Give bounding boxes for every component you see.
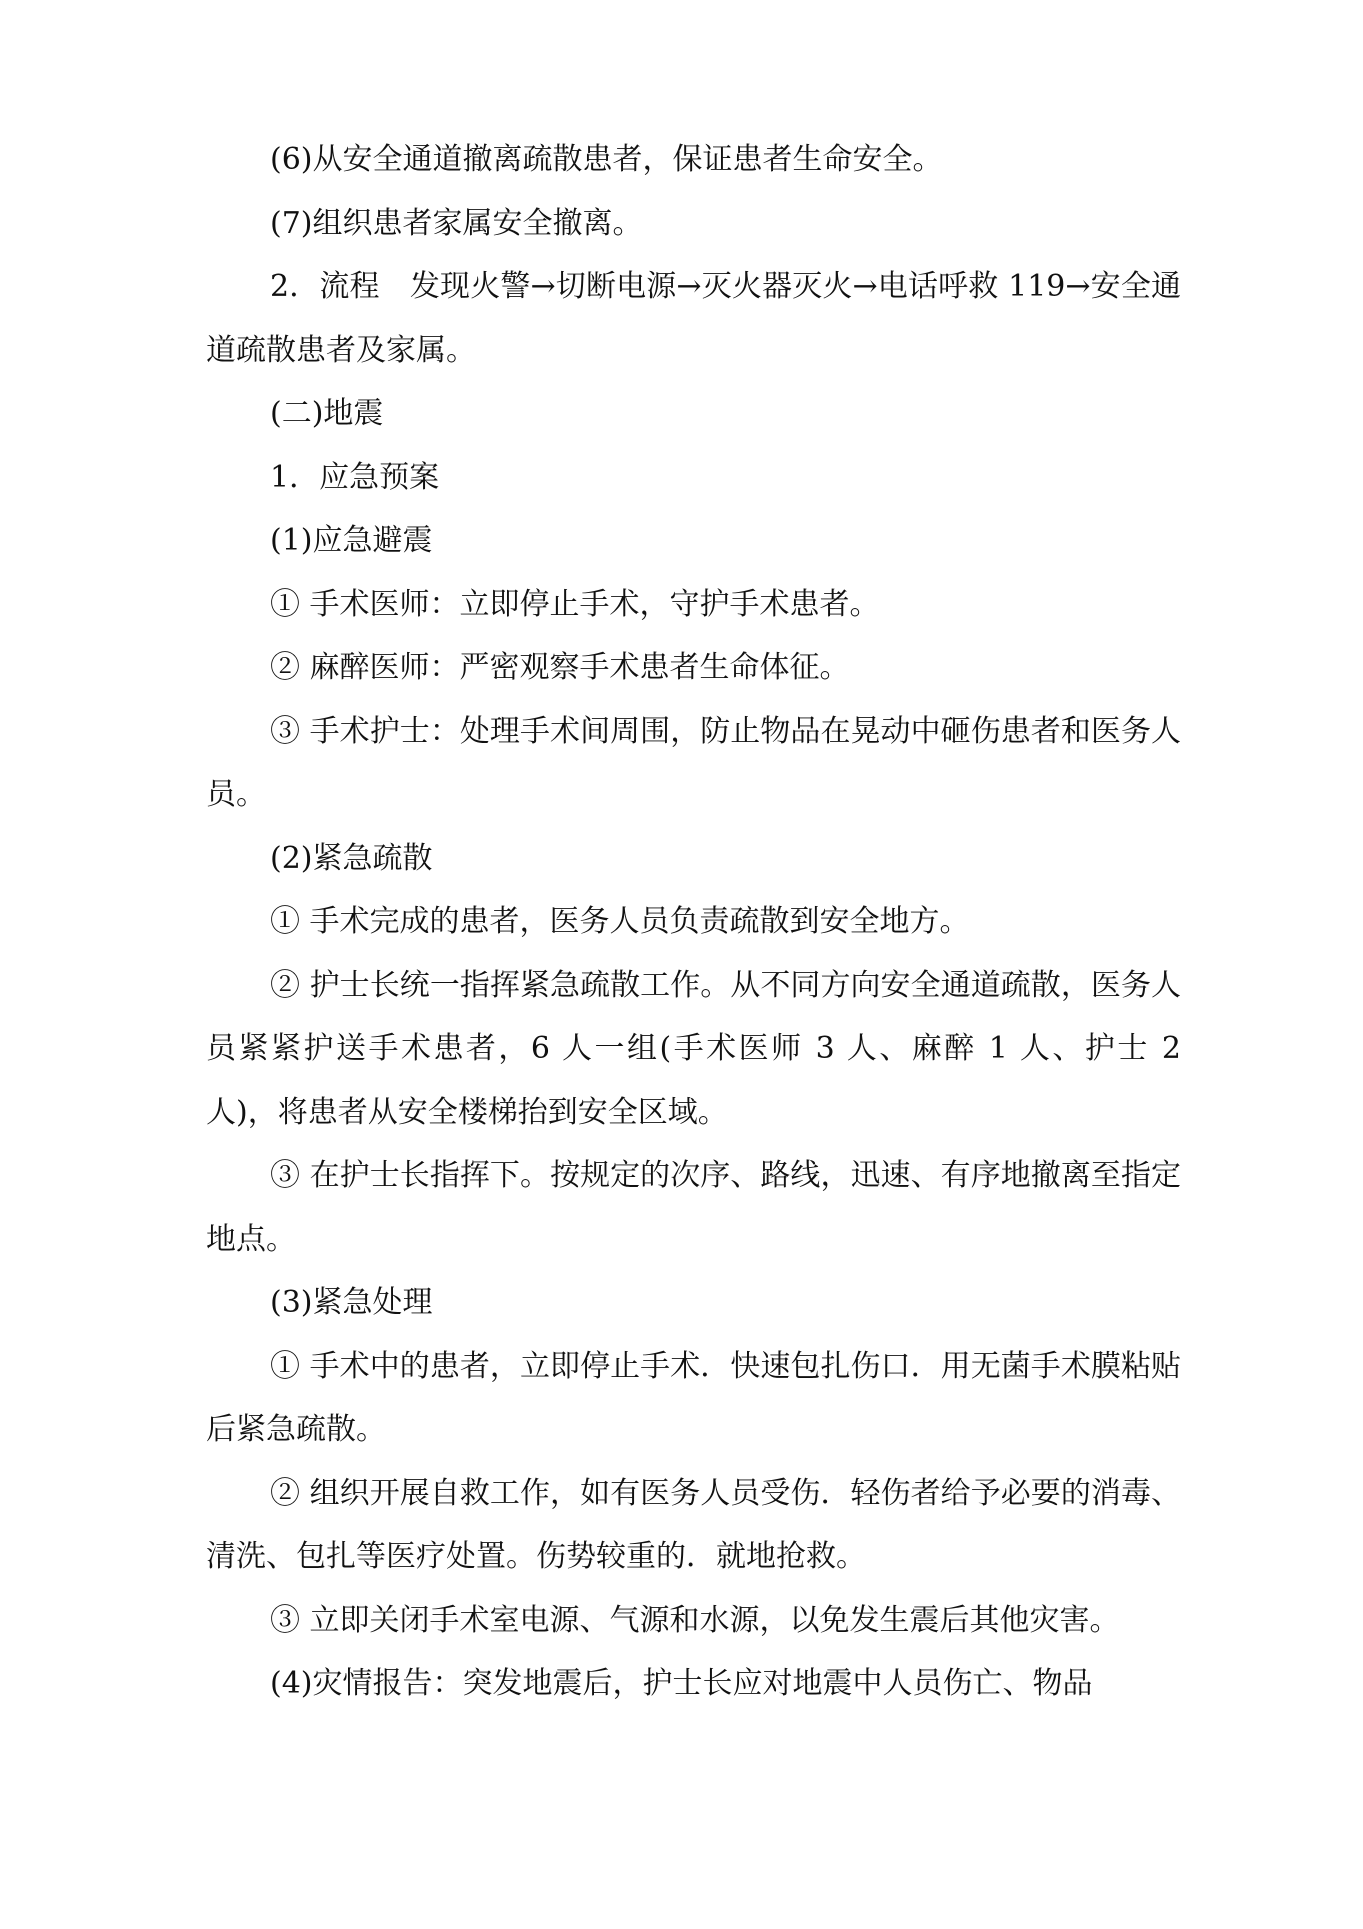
paragraph-self-rescue: ② 组织开展自救工作，如有医务人员受伤．轻伤者给予必要的消毒、清洗、包扎等医疗处置。伤势较重的．就地抢救。 [206,1475,1181,1574]
paragraph-anesthetist-duty: ② 麻醉医师：严密观察手术患者生命体征。 [270,650,850,685]
paragraph-fire-procedure: 2．流程 发现火警→切断电源→灭火器灭火→电话呼救 119→安全通道疏散患者及家属。 [206,269,1181,368]
paragraph-surgeon-duty: ① 手术医师：立即停止手术，守护手术患者。 [270,586,880,622]
paragraph-stop-surgery: ① 手术中的患者，立即停止手术．快速包扎伤口．用无菌手术膜粘贴后紧急疏散。 [206,1348,1181,1447]
paragraph-nurse-duty: ③ 手术护士：处理手术间周围，防止物品在晃动中砸伤患者和医务人员。 [206,713,1181,812]
document-body [206,128,1181,1716]
subheading-emergency-handling: (3)紧急处理 [270,1285,433,1320]
section-heading-earthquake: (二)地震 [270,396,384,431]
paragraph-evacuate-families: (7)组织患者家属安全撤离。 [270,205,643,241]
paragraph-completed-patients: ① 手术完成的患者，医务人员负责疏散到安全地方。 [270,904,970,939]
subheading-emergency-shelter: (1)应急避震 [270,523,433,558]
paragraph-shut-utilities: ③ 立即关闭手术室电源、气源和水源，以免发生震后其他灾害。 [270,1602,1120,1638]
paragraph-evacuate-patients: (6)从安全通道撤离疏散患者，保证患者生命安全。 [270,142,943,177]
subheading-emergency-plan: 1．应急预案 [270,459,440,495]
paragraph-orderly-withdrawal: ③ 在护士长指挥下。按规定的次序、路线，迅速、有序地撤离至指定地点。 [206,1158,1181,1257]
paragraph-disaster-report: (4)灾情报告：突发地震后，护士长应对地震中人员伤亡、物品 [270,1666,1093,1701]
paragraph-head-nurse-command: ② 护士长统一指挥紧急疏散工作。从不同方向安全通道疏散，医务人员紧紧护送手术患者，6 人一组(手术医师 3 人、麻醉 1 人、护士 2 人)，将患者从安全楼梯抬到安全区域。 [206,967,1181,1130]
subheading-emergency-evacuation: (2)紧急疏散 [270,840,433,876]
